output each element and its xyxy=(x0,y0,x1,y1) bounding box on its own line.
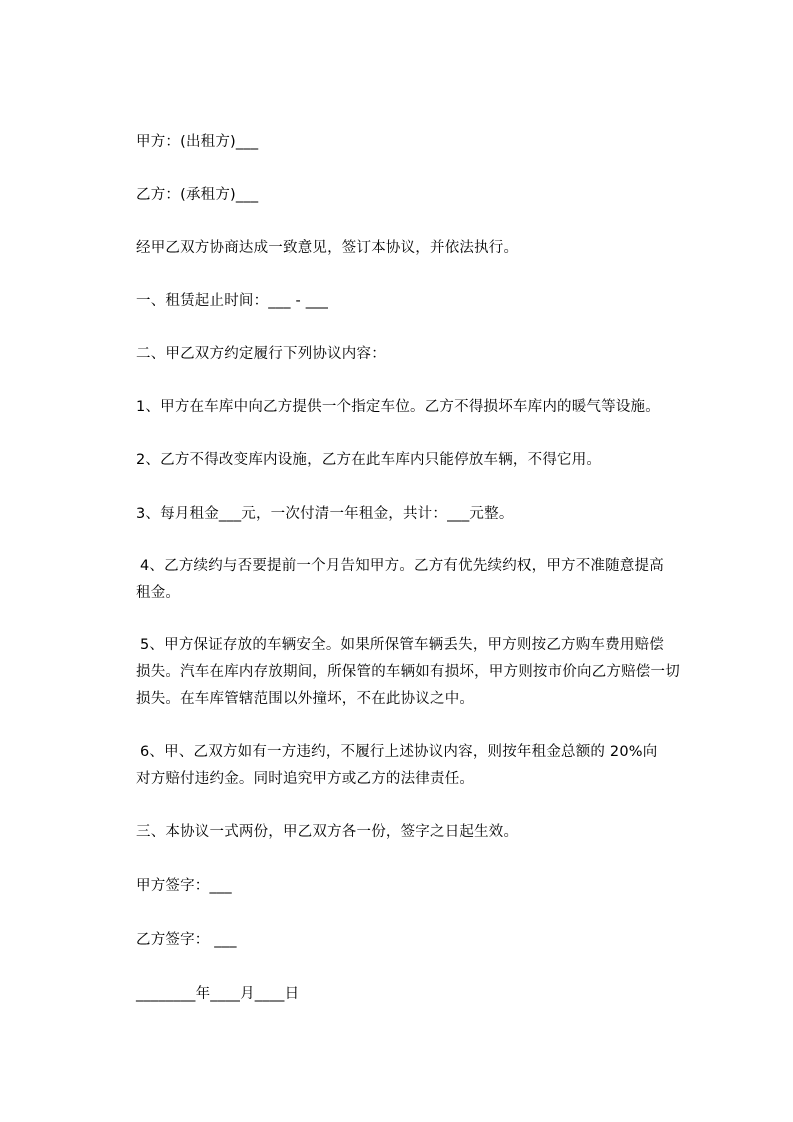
clause-2-heading: 二、甲乙双方约定履行下列协议内容： xyxy=(136,346,386,362)
item-1: 1、甲方在车库中向乙方提供一个指定车位。乙方不得损坏车库内的暖气等设施。 xyxy=(136,399,660,415)
item-6-line-1: 6、甲、乙双方如有一方违约，不履行上述协议内容，则按年租金总额的 20%向 xyxy=(140,744,658,760)
item-3-rent: 3、每月租金___元，一次付清一年租金，共计：___元整。 xyxy=(136,506,514,522)
party-b-line: 乙方：(承租方)___ xyxy=(136,187,259,203)
party-a-signature: 甲方签字：___ xyxy=(136,878,232,894)
item-4-line-2: 租金。 xyxy=(136,585,181,601)
item-5-line-1: 5、甲方保证存放的车辆安全。如果所保管车辆丢失，甲方则按乙方购车费用赔偿 xyxy=(140,637,664,653)
item-5-line-2: 损失。汽车在库内存放期间，所保管的车辆如有损坏，甲方则按市价向乙方赔偿一切 xyxy=(136,664,680,680)
item-5-line-3: 损失。在车库管辖范围以外撞坏，不在此协议之中。 xyxy=(136,691,475,707)
clause-1-lease-term: 一、租赁起止时间：___ - ___ xyxy=(136,293,329,309)
party-b-signature: 乙方签字： ___ xyxy=(136,932,237,948)
date-line: ________年____月____日 xyxy=(136,986,300,1002)
clause-3: 三、本协议一式两份，甲乙双方各一份，签字之日起生效。 xyxy=(136,824,519,840)
item-2: 2、乙方不得改变库内设施，乙方在此车库内只能停放车辆，不得它用。 xyxy=(136,452,602,468)
party-a-line: 甲方：(出租方)___ xyxy=(136,134,259,150)
item-4-line-1: 4、乙方续约与否要提前一个月告知甲方。乙方有优先续约权，甲方不准随意提高 xyxy=(140,558,664,574)
intro-paragraph: 经甲乙双方协商达成一致意见，签订本协议，并依法执行。 xyxy=(136,240,519,256)
item-6-line-2: 对方赔付违约金。同时追究甲方或乙方的法律责任。 xyxy=(136,771,475,787)
